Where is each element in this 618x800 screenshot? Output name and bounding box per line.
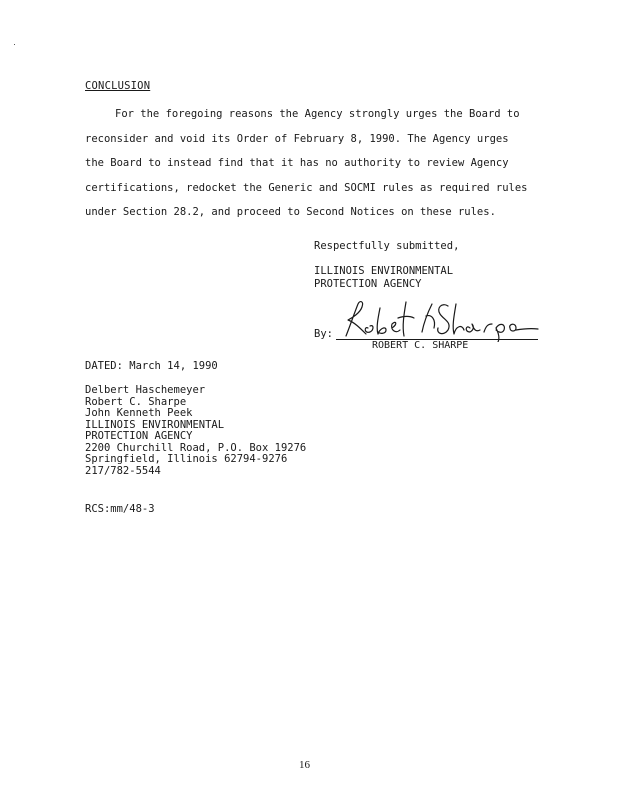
address-line: 2200 Churchill Road, P.O. Box 19276 [85,441,307,454]
address-line: Springfield, Illinois 62794-9276 [85,453,288,465]
paragraph-line: the Board to instead find that it has no authority to review Agency [85,157,509,169]
address-line: ILLINOIS ENVIRONMENTAL [85,418,225,431]
scan-speck [14,44,15,45]
closing-text: Respectfully submitted, [314,240,460,252]
address-line: PROTECTION AGENCY [85,430,193,442]
signer-name: ROBERT C. SHARPE [372,340,469,351]
conclusion-paragraph [85,102,528,225]
handwritten-signature [340,298,540,342]
agency-line: ILLINOIS ENVIRONMENTAL [314,265,454,277]
agency-line: PROTECTION AGENCY [314,278,422,290]
page-number: 16 [299,759,310,771]
paragraph-line: For the foregoing reasons the Agency strongly urges the Board to [115,108,520,120]
by-label: By: [314,328,333,340]
paragraph-line: under Section 28.2, and proceed to Second Notices on these rules. [85,206,496,218]
address-line: Robert C. Sharpe [85,395,187,408]
paragraph-line: certifications, redocket the Generic and SOCMI rules as required rules [85,181,528,194]
address-line: John Kenneth Peek [85,407,193,419]
signature-block [314,298,544,354]
address-line: 217/782-5544 [85,464,161,477]
date-line: DATED: March 14, 1990 [85,360,218,372]
section-heading: CONCLUSION [85,80,151,92]
reference-code: RCS:mm/48-3 [85,503,155,515]
paragraph-line: reconsider and void its Order of February 8, 1990. The Agency urges [85,132,509,145]
agency-name-block [314,265,453,291]
address-block [85,385,306,477]
address-line: Delbert Haschemeyer [85,384,206,396]
